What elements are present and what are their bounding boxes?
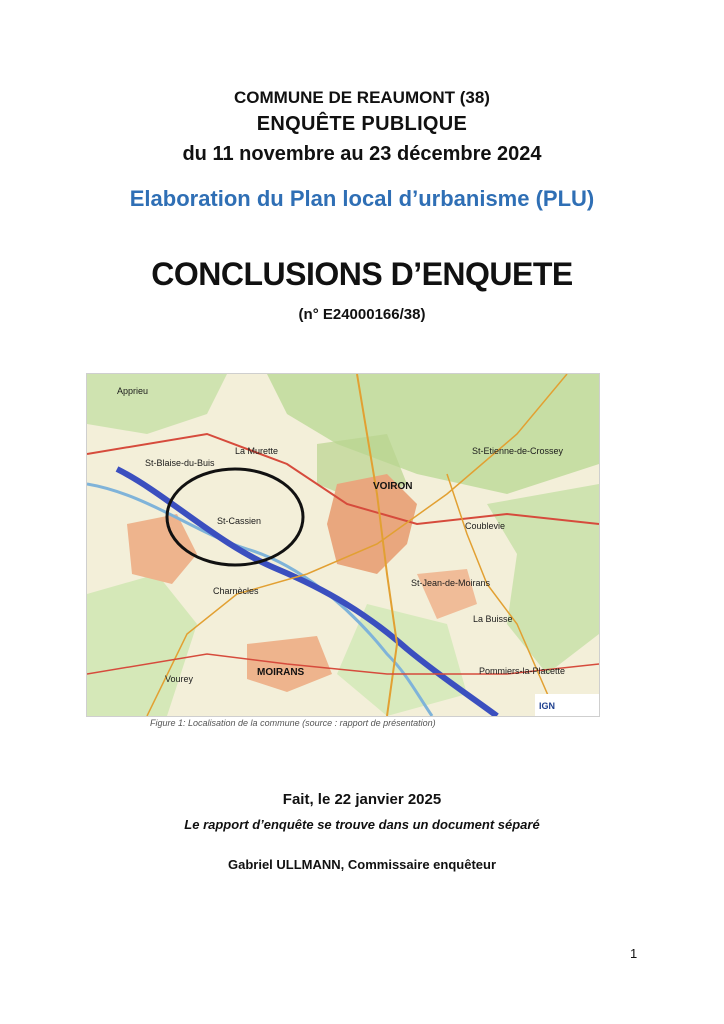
report-note: Le rapport d’enquête se trouve dans un document séparé xyxy=(184,817,540,832)
place-label: St-Blaise-du-Buis xyxy=(145,458,215,468)
subject-heading: Elaboration du Plan local d’urbanisme (PLU) xyxy=(129,186,595,211)
place-label: St-Cassien xyxy=(217,516,262,526)
place-label: Pommiers-la-Placette xyxy=(479,666,566,676)
place-label: Charnècles xyxy=(213,586,259,596)
place-label: Vourey xyxy=(165,674,194,684)
ign-logo: IGN xyxy=(539,701,556,711)
signature-date: Fait, le 22 janvier 2025 xyxy=(282,791,442,808)
place-label: MOIRANS xyxy=(257,667,305,678)
place-label: La Buisse xyxy=(473,614,513,624)
place-label: St-Etienne-de-Crossey xyxy=(472,446,564,456)
place-label: Apprieu xyxy=(117,386,149,396)
commune-heading: COMMUNE DE REAUMONT (38) xyxy=(234,88,490,107)
figure-caption: Figure 1: Localisation de la commune (source : rapport de présentation) xyxy=(150,718,436,728)
place-label: VOIRON xyxy=(373,481,413,492)
enquete-dates: du 11 novembre au 23 décembre 2024 xyxy=(182,143,542,165)
map-graphic xyxy=(87,374,599,716)
place-label: Coublevie xyxy=(465,521,506,531)
signer-name: Gabriel ULLMANN, Commissaire enquêteur xyxy=(228,857,496,872)
place-label: St-Jean-de-Moirans xyxy=(411,578,491,588)
location-map xyxy=(86,373,600,717)
page-number: 1 xyxy=(630,946,638,961)
place-label: La Murette xyxy=(235,446,279,456)
reference-number: (n° E24000166/38) xyxy=(298,306,426,323)
page-title: CONCLUSIONS D’ENQUETE xyxy=(151,256,573,292)
enquete-heading: ENQUÊTE PUBLIQUE xyxy=(256,113,468,135)
